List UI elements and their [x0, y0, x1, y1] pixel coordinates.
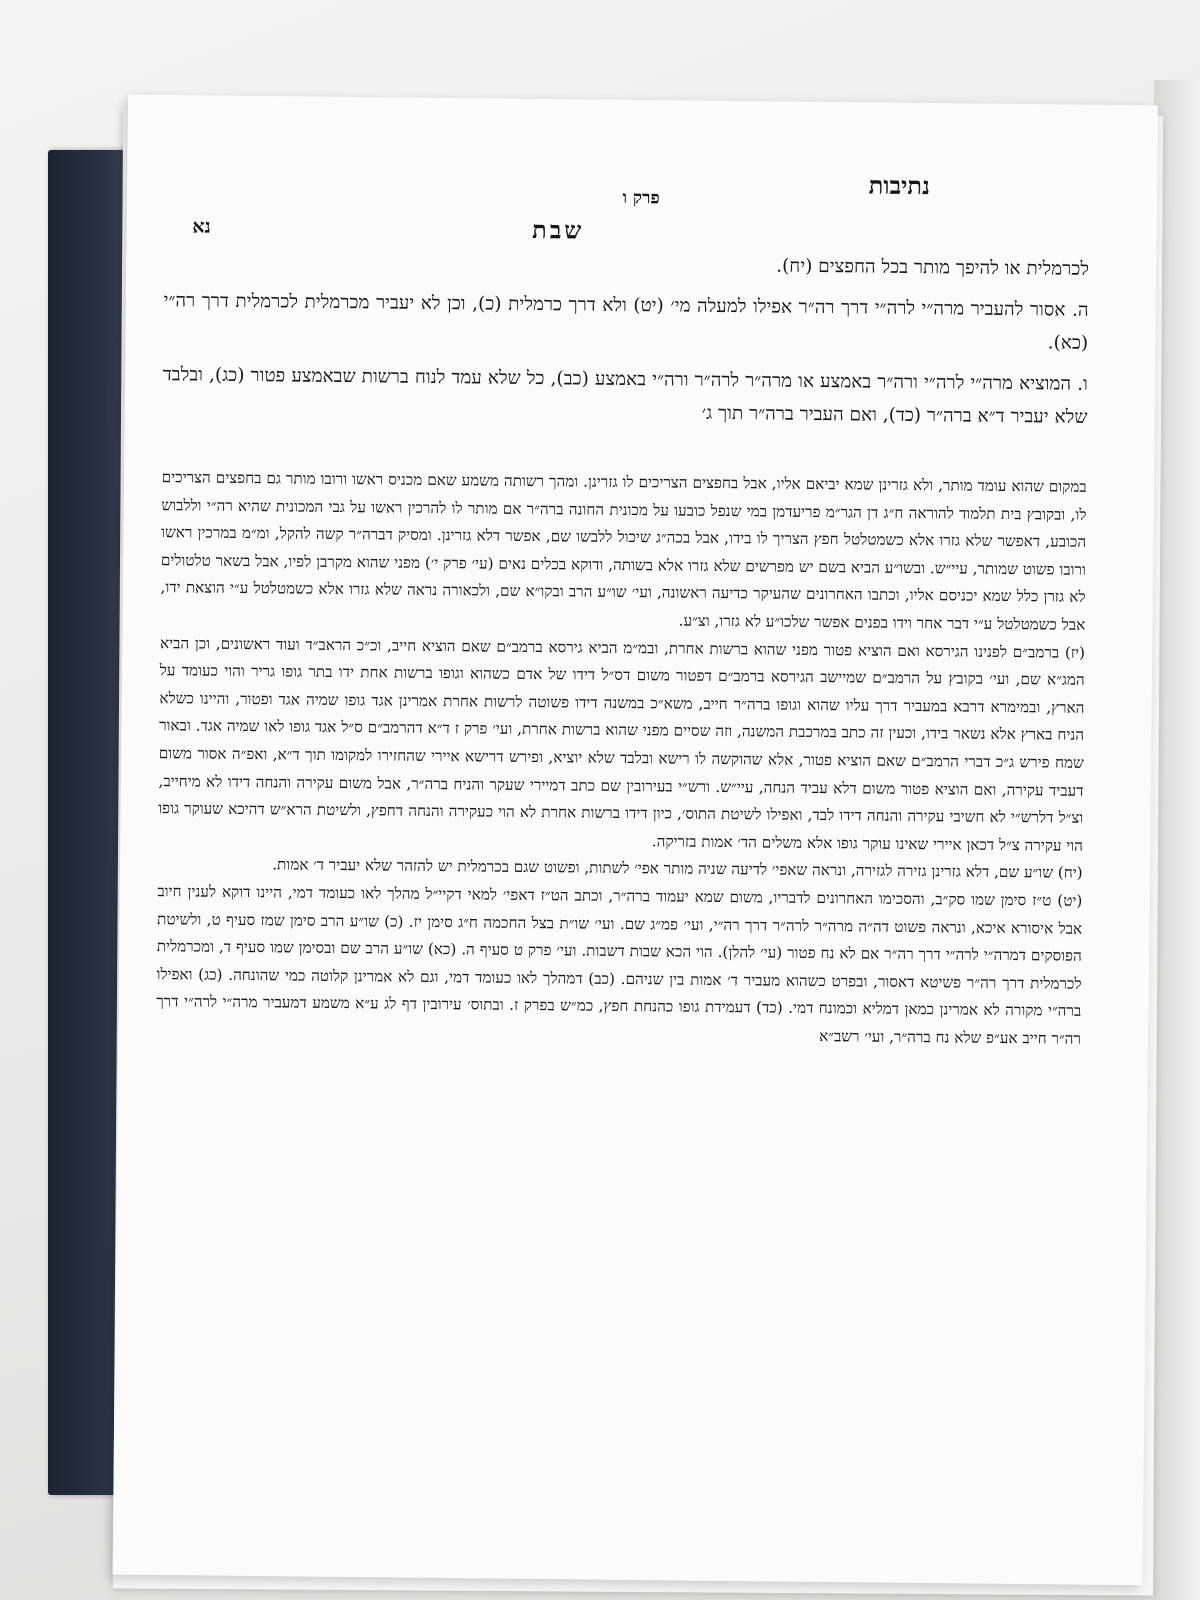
page-number: נא: [192, 215, 211, 238]
page-content: [156, 163, 1090, 1053]
footnote-paragraph: במקום שהוא עומד מותר, ולא גזרינן שמא יביאם אליו, אבל בחפצים הצריכים לו גזרינן. ומהך רשותה משמע שאם מכניס ראשו ורובו מותר גם בחפצים הצריכים לו, ובקובץ בית תלמוד להוראה ח״ג דן הגר״מ פריעדמן במי שנפל כובעו על מכונית החונה ברה״ר אם מותר לו להרכין ראשו על גבי המכונית שהיא רה״י וללבוש הכובע, דאפשר שלא גזרו אלא כשמטלטל חפץ הצריך לו בידו, אבל בכה״ג שיכול ללבשו שם, אפשר דלא גזרינן. ומסיק דברה״ר קשה להקל, ומ״מ במרכין ראשו ורובו פשוט שמותר, עיי״ש. ובשו״ע הביא בשם יש מפרשים שלא גזרו אלא בשותה, ודוקא בכלים נאים (עי׳ פרק י׳) מפני שהוא מקרבן לפיו, אבל בשאר טלטולים לא גזרן כלל שמא יכניסם אליו, וכתבו האחרונים שהעיקר כדיעה ראשונה, ועי׳ שו״ע הרב ובקו״א שם, ולכאורה נראה שלא גזרו אלא כשמטלטל ע״י הוצאת ידו, אבל כשמטלטל ע״י דבר אחר וידו בפנים אפשר שלכו״ע לא גזרו, וצ״ע.: [160, 468, 1087, 634]
footnote-paragraph: (יז) ברמב״ם לפנינו הגירסא ואם הוציא פטור מפני שהוא ברשות אחרת, ובמ״מ הביא גירסא ברמב״ם שאם הוציא חייב, וכ״כ הראב״ד ועוד ראשונים, וכן הביא המג״א שם, ועי׳ בקובץ על הרמב״ם שמיישב הגירסא ברמב״ם דפטור משום דס״ל דידו של אדם כשהוא וגופו ברשות אחת ידו בתר גופו גריר והוי כעומד על הארץ, ובמימרא דרבא במעביר דרך עליו שהוא וגופו ברה״ר חייב, משא״כ במשנה דידו פשוטה לרשות אחרת אמרינן אגד גופו שמיה אגד ופטור, והיינו כשלא הניח בארץ אלא נשאר בידו, וכעין זה כתב במרכבת המשנה, וזה שסיים מפני שהוא ברשות אחרת, ועי׳ פרק ז ד״א דהרמב״ם ס״ל אגד גופו לאו שמיה אגד. ובאור שמח פירש ג״כ דברי הרמב״ם שאם הוציא פטור, אלא שהוקשה לו רישא ובלבד שלא יוציא, ופירש דרישא איירי שהחזירו למקומו תוך ד״א, ואפ״ה אסור משום דעביד עקירה, ואם הוציא פטור משום דלא עביד הנחה, עיי״ש. ורש״י בעירובין שם כתב דמיירי שעקר והניח ברה״ר, אבל משום עקירה והנחה דידו לא מיחייב, וצ״ל דלרש״י לא חשיבי עקירה והנחה דידו לבד, ואפילו לשיטת התוס׳, כיון דידו ברשות אחרת לא הוי כעקירה והנחה דחפץ, ולשיטת הרא״ש דהיכא שעוקר גופו הוי עקירה צ״ל דכאן איירי שאינו עוקר גופו אלא משלים הד׳ אמות בזריקה.: [158, 633, 1086, 855]
footnote-paragraph: (יט) ט״ז סימן שמו סק״ב, והסכימו האחרונים לדבריו, משום שמא יעמוד ברה״ר, וכתב הט״ז דאפי׳ למאי דקיי״ל מהלך לאו כעומד דמי, היינו דוקא לענין חיוב אבל איסורא איכא, ונראה פשוט דה״ה מרה״ר לרה״ר דרך רה״י, ועי׳ פמ״ג שם. ועי׳ שו״ת בצל החכמה ח״ג סימן יז. (כ) שו״ע הרב סימן שמז סעיף ט, ולשיטת הפוסקים דמרה״י לרה״י דרך רה״ר אם לא נח פטור (עי׳ להלן). הוי הכא שבות דשבות. ועי׳ פרק ט סעיף ה. (כא) שו״ע הרב שם ובסימן שמו סעיף ד, ומכרמלית לכרמלית דרך רה״ר פשיטא דאסור, ובפרט כשהוא מעביר ד׳ אמות בין שניהם. (כב) דמהלך לאו כעומד דמי, וגם לא אמרינן קלוטה כמי שהונחה. (כג) ואפילו ברה״י מקורה לא אמרינן כמאן דמליא וכמונח דמי. (כד) דעמידת גופו כהנחת חפץ, כמ״ש בפרק ז. ובתוס׳ עירובין דף לג ע״א משמע דמעביר מרה״י לרה״י דרך רה״ר חייב אע״פ שלא נח ברה״ר, ועי׳ רשב״א: [156, 882, 1083, 1048]
topic-label: שבת: [531, 215, 585, 245]
main-text-intro: לכרמלית או להיפך מותר בכל החפצים (יח).: [776, 255, 1090, 280]
footnote-paragraph: (יח) שו״ע שם, דלא גזרינן גזירה לגזירה, ונראה שאפי׳ לדיעה שניה מותר אפי׳ לשתות, ופשוט שגם בכרמלית יש להזהר שלא יעביר ד׳ אמות.: [272, 855, 1083, 883]
main-text-section-v: ו. המוציא מרה״י לרה״י ורה״ר באמצע או מרה״ר לרה״ר ורה״י באמצע (כב), כל שלא עמד לנוח ברשות שבאמצע פטור (כג), ובלבד שלא יעביר ד״א ברה״ר (כד), ואם העביר ברה״ר תוך ג׳: [162, 364, 1088, 428]
main-text-section-h: ה. אסור להעביר מרה״י לרה״י דרך רה״ר אפילו למעלה מי׳ (יט) ולא דרך כרמלית (כ), וכן לא יעביר מכרמלית לכרמלית דרך רה״י (כא).: [163, 290, 1089, 354]
running-header: [164, 163, 1090, 253]
chapter-label: פרק ו: [622, 187, 660, 209]
footnotes: [156, 464, 1087, 1053]
book-title: נתיבות: [868, 170, 930, 201]
